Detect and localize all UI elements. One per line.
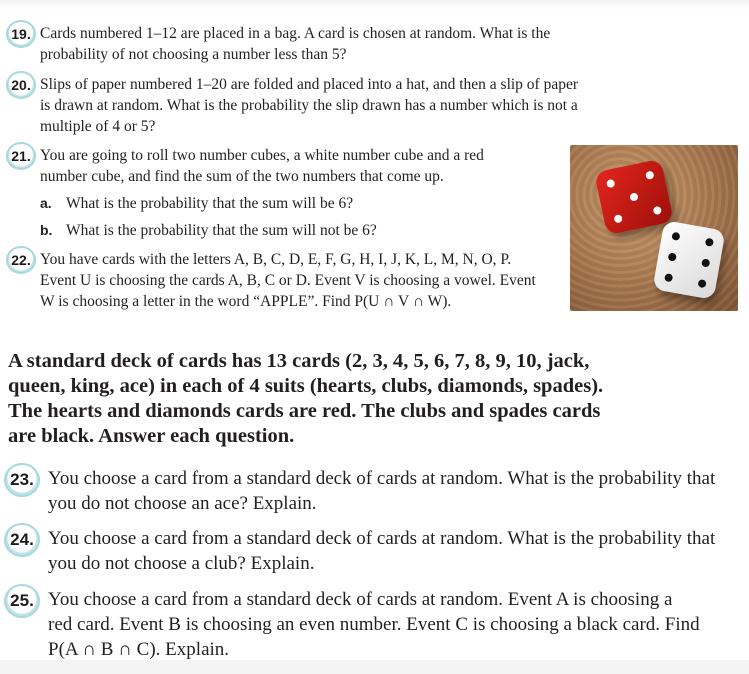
intro-line: The hearts and diamonds cards are red. The clubs and spades cards	[8, 400, 601, 422]
deck-intro-paragraph	[8, 349, 648, 449]
subquestion-text: What is the probability that the sum will not be 6?	[66, 222, 377, 239]
problem-line: probability of not choosing a number less than 5?	[40, 46, 347, 63]
intro-line: queen, king, ace) in each of 4 suits (hearts, clubs, diamonds, spades).	[8, 375, 604, 397]
problem-line: multiple of 4 or 5?	[40, 118, 156, 135]
problem-number-badge: 22.	[6, 246, 36, 274]
problem-line: W is choosing a letter in the word “APPLE”. Find P(U ∩ V ∩ W).	[40, 293, 452, 310]
problem-number-badge: 19.	[6, 20, 36, 48]
problem-number-badge: 25.	[4, 584, 40, 618]
problem-line: you do not choose an ace? Explain.	[48, 493, 317, 514]
dice-photo-icon	[570, 145, 738, 311]
problem-line: Slips of paper numbered 1–20 are folded and placed into a hat, and then a slip of paper	[40, 76, 579, 93]
problem-line: number cube, and find the sum of the two numbers that come up.	[40, 168, 444, 185]
subquestion-label: b.	[40, 222, 53, 238]
subquestion-b	[40, 220, 377, 241]
problem-number-badge: 24.	[4, 523, 40, 557]
top-shadow	[0, 0, 749, 10]
problem-line: red card. Event B is choosing an even number. Event C is choosing a black card. Find	[48, 614, 700, 635]
problem-number-badge: 20.	[6, 71, 36, 99]
problem-line: you do not choose a club? Explain.	[48, 553, 315, 574]
problem-line: Event U is choosing the cards A, B, C or D. Event V is choosing a vowel. Event	[40, 272, 536, 289]
problem-line: P(A ∩ B ∩ C). Explain.	[48, 639, 230, 660]
problem-line: You choose a card from a standard deck of cards at random. What is the probability that	[48, 528, 716, 549]
intro-line: are black. Answer each question.	[8, 425, 295, 447]
problem-line: You have cards with the letters A, B, C, D, E, F, G, H, I, J, K, L, M, N, O, P.	[40, 251, 512, 268]
problem-number-badge: 23.	[4, 463, 40, 497]
problem-line: You are going to roll two number cubes, a white number cube and a red	[40, 147, 484, 164]
white-die-icon	[652, 220, 725, 300]
subquestion-text: What is the probability that the sum will be 6?	[66, 195, 354, 212]
subquestion-a	[40, 193, 353, 214]
intro-line: A standard deck of cards has 13 cards (2, 3, 4, 5, 6, 7, 8, 9, 10, jack,	[8, 350, 590, 372]
problem-line: You choose a card from a standard deck of cards at random. Event A is choosing a	[48, 589, 673, 610]
problem-line: You choose a card from a standard deck of cards at random. What is the probability that	[48, 468, 716, 489]
bottom-margin	[0, 660, 749, 674]
problem-number-badge: 21.	[6, 142, 36, 170]
problem-line: is drawn at random. What is the probability the slip drawn has a number which is not a	[40, 97, 578, 114]
subquestion-label: a.	[40, 195, 52, 211]
problem-line: Cards numbered 1–12 are placed in a bag. A card is chosen at random. What is the	[40, 25, 551, 42]
